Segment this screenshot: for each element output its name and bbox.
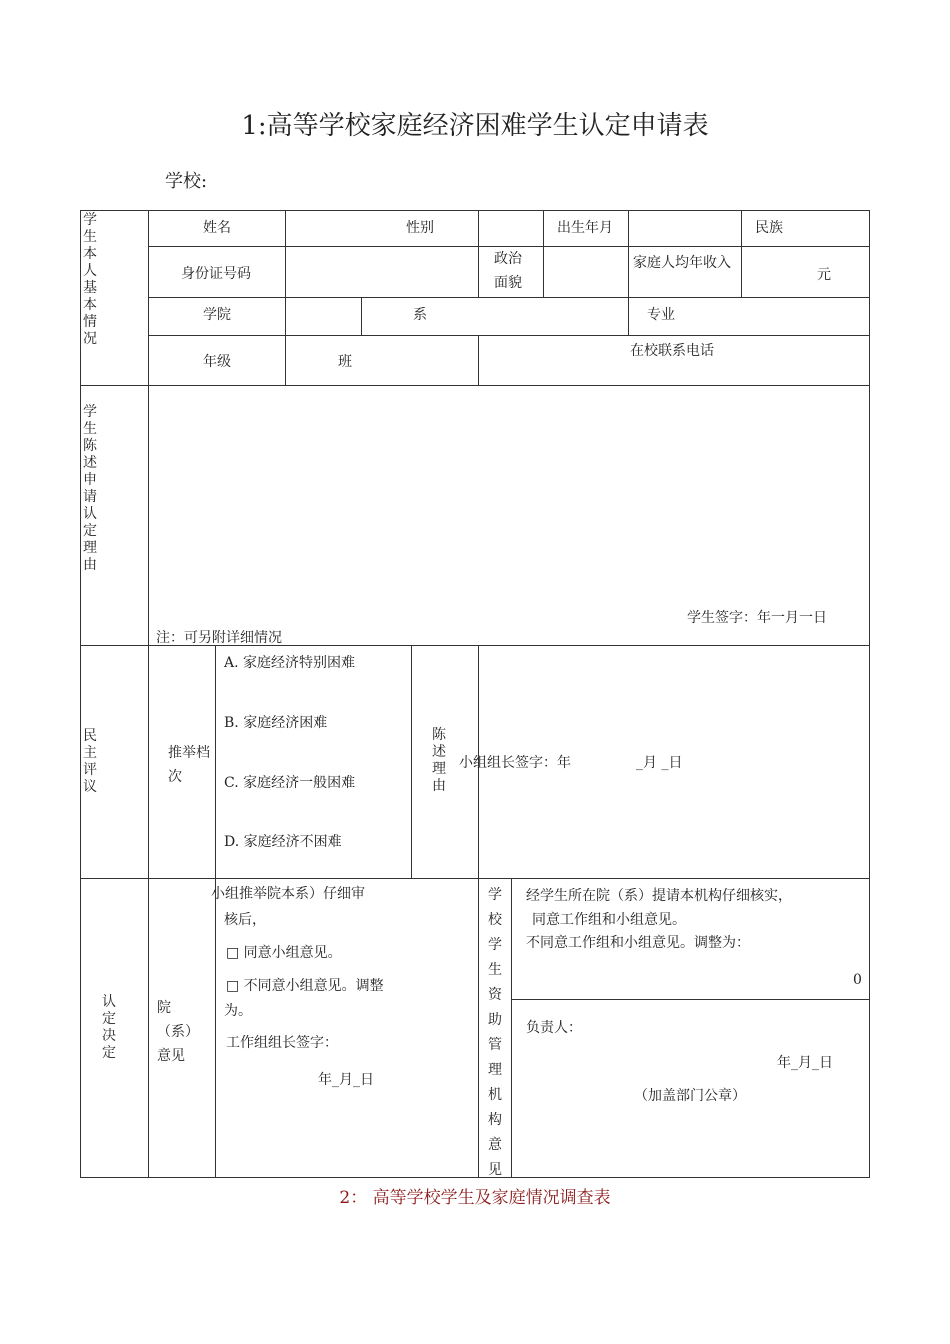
- office-line2: 同意工作组和小组意见。: [532, 912, 686, 928]
- birth-field[interactable]: [630, 213, 739, 244]
- office-line1: 经学生所在院（系）提请本机构仔细核实，: [526, 888, 792, 904]
- section-decision-label: 认定决定: [102, 994, 116, 1061]
- attachment-note: 注：可另附详细情况: [156, 630, 282, 646]
- grade-label: 年级: [203, 354, 231, 370]
- option-b[interactable]: B. 家庭经济困难: [224, 715, 328, 731]
- agree-checkbox[interactable]: □ 同意小组意见。: [226, 945, 342, 961]
- office-line3: 不同意工作组和小组意见。调整为：: [526, 935, 750, 951]
- name-field[interactable]: [287, 213, 476, 244]
- department-label: 系: [413, 307, 427, 323]
- major-label: 专业: [647, 307, 675, 323]
- office-date: 年_月_日: [777, 1055, 833, 1071]
- college-field[interactable]: [287, 299, 359, 333]
- phone-label: 在校联系电话: [630, 343, 714, 359]
- section-reason-label: 学生陈述申请认定理由: [83, 404, 97, 573]
- option-a[interactable]: A. 家庭经济特别困难: [224, 655, 356, 671]
- political-field[interactable]: [545, 249, 626, 295]
- birth-label: 出生年月: [557, 220, 613, 236]
- reason-label: 陈述理由: [432, 727, 446, 794]
- adjust-value: 0: [853, 972, 862, 988]
- leader-signature: 小组组长签字：年: [459, 755, 571, 771]
- recommend-level-label: 推举档次: [168, 745, 210, 785]
- workgroup-leader-signature: 工作组组长签字：: [226, 1035, 338, 1051]
- aid-office-label: 学校学生资助管理机构意见: [488, 887, 502, 1178]
- gender-field[interactable]: [480, 213, 541, 244]
- college-opinion-label: 院（系）意见: [157, 1000, 199, 1064]
- yuan-unit: 元: [817, 267, 831, 283]
- option-c[interactable]: C. 家庭经济一般困难: [224, 775, 356, 791]
- id-number-field[interactable]: [287, 249, 476, 295]
- seal-note: （加盖部门公章）: [634, 1088, 746, 1104]
- reason-text-area[interactable]: [152, 390, 866, 595]
- leader-date: _月 _日: [636, 755, 683, 771]
- college-opinion-line1: 小组推举院本系）仔细审: [211, 886, 365, 902]
- ethnicity-label: 民族: [755, 220, 783, 236]
- disagree-checkbox[interactable]: □ 不同意小组意见。调整: [226, 978, 384, 994]
- adjust-label: 为。: [224, 1003, 252, 1019]
- class-label: 班: [338, 354, 352, 370]
- political-label: 政治面貌: [494, 251, 522, 291]
- id-number-label: 身份证号码: [181, 266, 251, 282]
- page-title: 1:高等学校家庭经济困难学生认定申请表: [241, 111, 709, 141]
- family-income-label: 家庭人均年收入: [633, 255, 731, 271]
- college-opinion-line2: 核后，: [224, 912, 266, 928]
- gender-label: 性别: [406, 220, 434, 236]
- section-review-label: 民主评议: [83, 728, 97, 795]
- college-label: 学院: [203, 307, 231, 323]
- college-date: 年_月_日: [318, 1072, 374, 1088]
- student-signature: 学生签字：年一月一日: [687, 610, 827, 626]
- school-label: 学校:: [165, 171, 208, 192]
- office-head-label: 负责人：: [526, 1020, 582, 1036]
- next-form-title: 2： 高等学校学生及家庭情况调查表: [339, 1188, 611, 1208]
- name-label: 姓名: [203, 220, 231, 236]
- option-d[interactable]: D. 家庭经济不困难: [224, 834, 342, 850]
- section-basic-info-label: 学生本人基本情况: [83, 212, 97, 347]
